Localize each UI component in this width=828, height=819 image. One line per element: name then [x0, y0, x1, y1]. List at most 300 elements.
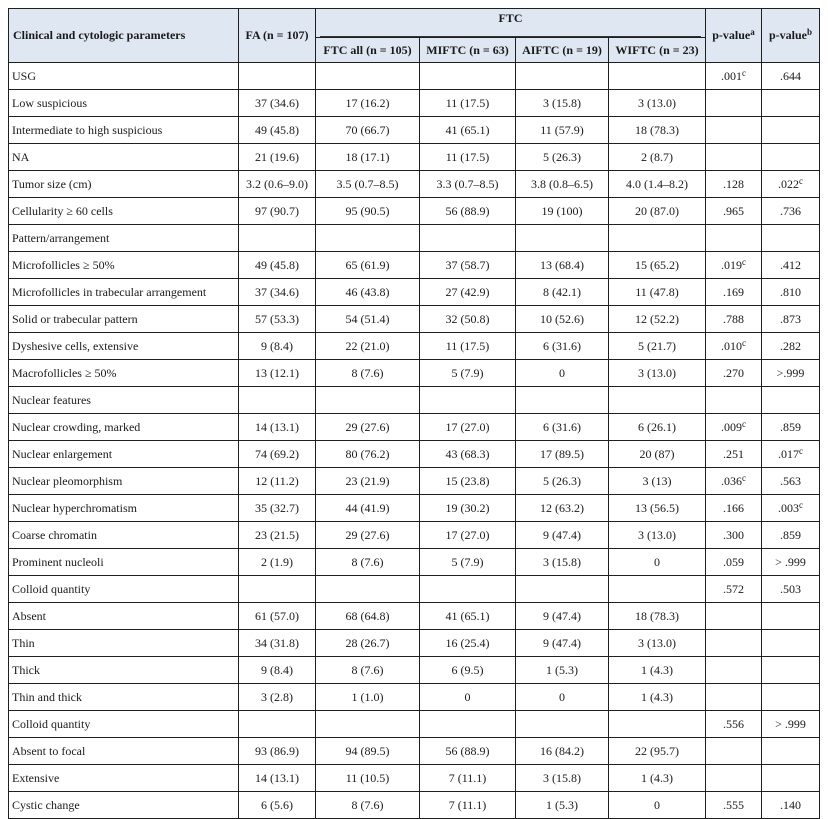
cell-ftc-all: 65 (61.9): [316, 252, 420, 279]
cell-p-value-a: [706, 495, 762, 522]
cell-miftc: 11 (17.5): [420, 90, 516, 117]
cell-wiftc: [609, 387, 706, 414]
cell-miftc: 56 (88.9): [420, 738, 516, 765]
cell-parameter: Nuclear hyperchromatism: [9, 495, 239, 522]
header-p-value-b-text: p-value: [768, 28, 807, 42]
cell-ftc-all: 11 (10.5): [316, 765, 420, 792]
cell-wiftc: 18 (78.3): [609, 117, 706, 144]
cell-p-value-b: [762, 738, 820, 765]
p-value-text: .270: [723, 365, 744, 380]
cell-parameter: Low suspicious: [9, 90, 239, 117]
p-value-text: >.999: [776, 365, 805, 380]
cell-aiftc: 9 (47.4): [516, 630, 609, 657]
p-value-text: .001: [721, 68, 742, 83]
cell-parameter: Cellularity ≥ 60 cells: [9, 198, 239, 225]
cell-p-value-a: [706, 414, 762, 441]
p-value-text: .859: [780, 419, 801, 434]
footnote-c-marker: c: [742, 67, 746, 78]
cell-ftc-all: 17 (16.2): [316, 90, 420, 117]
cell-p-value-a: [706, 711, 762, 738]
cell-p-value-b: [762, 441, 820, 468]
cell-ftc-all: 54 (51.4): [316, 306, 420, 333]
header-parameters: Clinical and cytologic parameters: [9, 9, 239, 63]
p-value-text: .555: [723, 797, 744, 812]
p-value-text: .503: [780, 581, 801, 596]
p-value-text: .036: [721, 473, 742, 488]
p-value-text: .300: [723, 527, 744, 542]
table-row: [9, 738, 820, 765]
cell-fa: 3.2 (0.6–9.0): [239, 171, 316, 198]
cell-miftc: 7 (11.1): [420, 765, 516, 792]
cell-p-value-b: [762, 576, 820, 603]
cell-miftc: 17 (27.0): [420, 414, 516, 441]
cell-wiftc: 22 (95.7): [609, 738, 706, 765]
cell-fa: 9 (8.4): [239, 657, 316, 684]
header-fa: FA (n = 107): [239, 9, 316, 63]
p-value-text: .563: [780, 473, 801, 488]
p-value-text: .010: [721, 338, 742, 353]
cell-p-value-b: [762, 333, 820, 360]
p-value-text: .251: [723, 446, 744, 461]
cell-p-value-b: [762, 414, 820, 441]
cell-fa: 49 (45.8): [239, 252, 316, 279]
cell-aiftc: 3.8 (0.8–6.5): [516, 171, 609, 198]
cell-aiftc: [516, 63, 609, 90]
table-row: [9, 306, 820, 333]
cell-miftc: 11 (17.5): [420, 333, 516, 360]
cell-aiftc: 0: [516, 684, 609, 711]
header-aiftc: AIFTC (n = 19): [516, 38, 609, 63]
cell-p-value-b: [762, 63, 820, 90]
cell-wiftc: 18 (78.3): [609, 603, 706, 630]
cell-fa: [239, 63, 316, 90]
cell-ftc-all: 70 (66.7): [316, 117, 420, 144]
p-value-text: .022: [778, 176, 799, 191]
cell-aiftc: 5 (26.3): [516, 468, 609, 495]
p-value-text: .873: [780, 311, 801, 326]
cell-parameter: NA: [9, 144, 239, 171]
cell-aiftc: 13 (68.4): [516, 252, 609, 279]
cell-p-value-a: [706, 738, 762, 765]
cell-wiftc: [609, 576, 706, 603]
cell-p-value-b: [762, 306, 820, 333]
cell-fa: 12 (11.2): [239, 468, 316, 495]
cell-ftc-all: 3.5 (0.7–8.5): [316, 171, 420, 198]
cell-aiftc: 6 (31.6): [516, 414, 609, 441]
header-ftc-group: [316, 9, 706, 38]
cell-p-value-a: [706, 90, 762, 117]
cell-p-value-a: [706, 576, 762, 603]
cell-wiftc: [609, 711, 706, 738]
cell-p-value-b: [762, 225, 820, 252]
table-row: [9, 765, 820, 792]
cell-miftc: 11 (17.5): [420, 144, 516, 171]
cell-miftc: [420, 576, 516, 603]
cell-fa: [239, 225, 316, 252]
cell-miftc: 3.3 (0.7–8.5): [420, 171, 516, 198]
cell-fa: 21 (19.6): [239, 144, 316, 171]
cell-miftc: 37 (58.7): [420, 252, 516, 279]
cell-p-value-a: [706, 171, 762, 198]
cell-parameter: Pattern/arrangement: [9, 225, 239, 252]
cell-ftc-all: 8 (7.6): [316, 360, 420, 387]
cell-ftc-all: 44 (41.9): [316, 495, 420, 522]
cell-miftc: [420, 225, 516, 252]
p-value-text: .556: [723, 716, 744, 731]
table-row: [9, 603, 820, 630]
cell-p-value-b: [762, 765, 820, 792]
cell-wiftc: 1 (4.3): [609, 765, 706, 792]
cell-wiftc: 4.0 (1.4–8.2): [609, 171, 706, 198]
cell-miftc: 7 (11.1): [420, 792, 516, 819]
cell-parameter: Intermediate to high suspicious: [9, 117, 239, 144]
cell-ftc-all: 29 (27.6): [316, 414, 420, 441]
cell-aiftc: 11 (57.9): [516, 117, 609, 144]
cell-p-value-b: [762, 522, 820, 549]
cell-parameter: Thin and thick: [9, 684, 239, 711]
cell-wiftc: 6 (26.1): [609, 414, 706, 441]
header-ftc-all: FTC all (n = 105): [316, 38, 420, 63]
cell-fa: 57 (53.3): [239, 306, 316, 333]
cell-ftc-all: 28 (26.7): [316, 630, 420, 657]
cell-miftc: 15 (23.8): [420, 468, 516, 495]
cell-ftc-all: [316, 387, 420, 414]
cell-fa: 74 (69.2): [239, 441, 316, 468]
cell-p-value-a: [706, 63, 762, 90]
p-value-text: .003: [778, 500, 799, 515]
cell-parameter: USG: [9, 63, 239, 90]
cell-parameter: Prominent nucleoli: [9, 549, 239, 576]
footnote-c-marker: c: [799, 445, 803, 456]
cell-p-value-a: [706, 792, 762, 819]
cell-fa: 3 (2.8): [239, 684, 316, 711]
cell-ftc-all: 8 (7.6): [316, 792, 420, 819]
table-row: [9, 414, 820, 441]
cell-fa: [239, 576, 316, 603]
cell-aiftc: 3 (15.8): [516, 549, 609, 576]
cell-wiftc: 1 (4.3): [609, 657, 706, 684]
cell-wiftc: 3 (13.0): [609, 630, 706, 657]
cell-miftc: 16 (25.4): [420, 630, 516, 657]
p-value-text: > .999: [775, 716, 806, 731]
cell-aiftc: 0: [516, 360, 609, 387]
cell-p-value-b: [762, 495, 820, 522]
cell-ftc-all: 95 (90.5): [316, 198, 420, 225]
p-value-text: .140: [780, 797, 801, 812]
table-row: [9, 684, 820, 711]
header-row-top: [9, 9, 820, 38]
header-p-value-a: [706, 9, 762, 63]
p-value-text: .009: [721, 419, 742, 434]
cell-p-value-a: [706, 360, 762, 387]
cell-miftc: 17 (27.0): [420, 522, 516, 549]
footnote-c-marker: c: [799, 175, 803, 186]
header-wiftc: WIFTC (n = 23): [609, 38, 706, 63]
cell-ftc-all: 8 (7.6): [316, 657, 420, 684]
cell-p-value-a: [706, 468, 762, 495]
cell-miftc: 43 (68.3): [420, 441, 516, 468]
table-row: [9, 549, 820, 576]
cell-miftc: 27 (42.9): [420, 279, 516, 306]
cell-p-value-b: [762, 657, 820, 684]
cell-parameter: Solid or trabecular pattern: [9, 306, 239, 333]
cell-p-value-a: [706, 603, 762, 630]
cell-wiftc: 13 (56.5): [609, 495, 706, 522]
cell-p-value-a: [706, 387, 762, 414]
cell-fa: 14 (13.1): [239, 414, 316, 441]
cell-p-value-b: [762, 792, 820, 819]
p-value-text: > .999: [775, 554, 806, 569]
cell-aiftc: 8 (42.1): [516, 279, 609, 306]
table-row: [9, 495, 820, 522]
table-row: [9, 117, 820, 144]
cell-parameter: Nuclear crowding, marked: [9, 414, 239, 441]
cell-p-value-a: [706, 765, 762, 792]
footnote-c-marker: c: [742, 472, 746, 483]
cell-parameter: Nuclear enlargement: [9, 441, 239, 468]
cell-aiftc: [516, 387, 609, 414]
cell-fa: [239, 711, 316, 738]
cell-ftc-all: 46 (43.8): [316, 279, 420, 306]
cell-p-value-b: [762, 468, 820, 495]
cell-p-value-a: [706, 144, 762, 171]
table-row: [9, 576, 820, 603]
cell-p-value-b: [762, 144, 820, 171]
cell-p-value-b: [762, 684, 820, 711]
table-row: [9, 711, 820, 738]
cell-miftc: 5 (7.9): [420, 360, 516, 387]
cell-wiftc: 0: [609, 549, 706, 576]
table-row: [9, 198, 820, 225]
cell-fa: 97 (90.7): [239, 198, 316, 225]
cell-p-value-b: [762, 360, 820, 387]
cell-fa: 13 (12.1): [239, 360, 316, 387]
table-row: [9, 657, 820, 684]
cell-fa: 6 (5.6): [239, 792, 316, 819]
cell-parameter: Microfollicles ≥ 50%: [9, 252, 239, 279]
cell-wiftc: 3 (13.0): [609, 522, 706, 549]
cell-fa: 34 (31.8): [239, 630, 316, 657]
cell-wiftc: 12 (52.2): [609, 306, 706, 333]
cell-fa: 37 (34.6): [239, 279, 316, 306]
p-value-text: .572: [723, 581, 744, 596]
cell-p-value-a: [706, 117, 762, 144]
cell-parameter: Absent to focal: [9, 738, 239, 765]
cell-fa: 35 (32.7): [239, 495, 316, 522]
cell-miftc: [420, 387, 516, 414]
cell-wiftc: [609, 63, 706, 90]
cell-parameter: Cystic change: [9, 792, 239, 819]
footnote-c-marker: c: [742, 418, 746, 429]
cell-ftc-all: [316, 576, 420, 603]
cell-parameter: Microfollicles in trabecular arrangement: [9, 279, 239, 306]
p-value-text: .736: [780, 203, 801, 218]
p-value-text: .282: [780, 338, 801, 353]
p-value-text: .059: [723, 554, 744, 569]
cell-miftc: 41 (65.1): [420, 117, 516, 144]
cell-aiftc: 16 (84.2): [516, 738, 609, 765]
cell-p-value-b: [762, 603, 820, 630]
table-row: [9, 468, 820, 495]
cell-p-value-a: [706, 333, 762, 360]
cell-p-value-a: [706, 441, 762, 468]
cell-wiftc: 3 (13.0): [609, 90, 706, 117]
table-row: [9, 225, 820, 252]
cell-ftc-all: [316, 225, 420, 252]
cell-fa: 37 (34.6): [239, 90, 316, 117]
cell-miftc: 0: [420, 684, 516, 711]
cell-p-value-a: [706, 630, 762, 657]
cell-miftc: 41 (65.1): [420, 603, 516, 630]
table-row: [9, 441, 820, 468]
cell-fa: 23 (21.5): [239, 522, 316, 549]
table-row: [9, 279, 820, 306]
footnote-b-marker: b: [807, 27, 813, 37]
p-value-text: .965: [723, 203, 744, 218]
cell-p-value-b: [762, 117, 820, 144]
cell-aiftc: 3 (15.8): [516, 90, 609, 117]
p-value-text: .169: [723, 284, 744, 299]
cell-aiftc: [516, 576, 609, 603]
cell-aiftc: 9 (47.4): [516, 603, 609, 630]
cell-ftc-all: 94 (89.5): [316, 738, 420, 765]
cell-p-value-a: [706, 225, 762, 252]
cell-wiftc: 2 (8.7): [609, 144, 706, 171]
cell-fa: 49 (45.8): [239, 117, 316, 144]
cell-aiftc: 19 (100): [516, 198, 609, 225]
footnote-c-marker: c: [742, 256, 746, 267]
cell-aiftc: 12 (63.2): [516, 495, 609, 522]
cell-p-value-b: [762, 279, 820, 306]
cell-aiftc: [516, 711, 609, 738]
cell-parameter: Thick: [9, 657, 239, 684]
cell-parameter: Nuclear pleomorphism: [9, 468, 239, 495]
cell-miftc: 5 (7.9): [420, 549, 516, 576]
cell-p-value-a: [706, 657, 762, 684]
cell-ftc-all: 8 (7.6): [316, 549, 420, 576]
data-table: [8, 8, 820, 819]
cell-ftc-all: 22 (21.0): [316, 333, 420, 360]
cell-parameter: Absent: [9, 603, 239, 630]
table-row: [9, 522, 820, 549]
cell-wiftc: [609, 225, 706, 252]
cell-wiftc: 20 (87.0): [609, 198, 706, 225]
cell-p-value-b: [762, 198, 820, 225]
cell-fa: 61 (57.0): [239, 603, 316, 630]
header-ftc-label: FTC: [498, 11, 523, 25]
cell-parameter: Coarse chromatin: [9, 522, 239, 549]
cell-p-value-a: [706, 522, 762, 549]
cell-miftc: 19 (30.2): [420, 495, 516, 522]
cell-miftc: 6 (9.5): [420, 657, 516, 684]
table-row: [9, 252, 820, 279]
p-value-text: .859: [780, 527, 801, 542]
p-value-text: .166: [723, 500, 744, 515]
cell-wiftc: 15 (65.2): [609, 252, 706, 279]
cell-wiftc: 11 (47.8): [609, 279, 706, 306]
p-value-text: .412: [780, 257, 801, 272]
cell-p-value-b: [762, 630, 820, 657]
cell-fa: 2 (1.9): [239, 549, 316, 576]
cell-p-value-a: [706, 306, 762, 333]
footnote-c-marker: c: [799, 499, 803, 510]
cell-aiftc: 1 (5.3): [516, 792, 609, 819]
cell-aiftc: [516, 225, 609, 252]
p-value-text: .017: [778, 446, 799, 461]
cell-ftc-all: 18 (17.1): [316, 144, 420, 171]
cell-ftc-all: 23 (21.9): [316, 468, 420, 495]
cell-aiftc: 6 (31.6): [516, 333, 609, 360]
cell-p-value-b: [762, 252, 820, 279]
cell-parameter: Colloid quantity: [9, 576, 239, 603]
header-miftc: MIFTC (n = 63): [420, 38, 516, 63]
cell-fa: [239, 387, 316, 414]
table-row: [9, 387, 820, 414]
cell-wiftc: 3 (13.0): [609, 360, 706, 387]
p-value-text: .644: [780, 68, 801, 83]
cell-ftc-all: [316, 63, 420, 90]
cell-wiftc: 5 (21.7): [609, 333, 706, 360]
cell-p-value-b: [762, 90, 820, 117]
table-body: [9, 63, 820, 819]
table-row: [9, 90, 820, 117]
cell-aiftc: 3 (15.8): [516, 765, 609, 792]
cell-p-value-b: [762, 549, 820, 576]
footnote-c-marker: c: [742, 337, 746, 348]
cell-fa: 14 (13.1): [239, 765, 316, 792]
cell-fa: 9 (8.4): [239, 333, 316, 360]
cell-ftc-all: [316, 711, 420, 738]
cell-aiftc: 1 (5.3): [516, 657, 609, 684]
cell-wiftc: 20 (87): [609, 441, 706, 468]
cell-parameter: Macrofollicles ≥ 50%: [9, 360, 239, 387]
table-row: [9, 792, 820, 819]
cell-aiftc: 9 (47.4): [516, 522, 609, 549]
p-value-text: .788: [723, 311, 744, 326]
table-row: [9, 360, 820, 387]
table-row: [9, 333, 820, 360]
header-p-value-a-text: p-value: [712, 28, 751, 42]
table-row: [9, 63, 820, 90]
cell-miftc: [420, 63, 516, 90]
cell-ftc-all: 29 (27.6): [316, 522, 420, 549]
cell-p-value-a: [706, 252, 762, 279]
cell-fa: 93 (86.9): [239, 738, 316, 765]
table-header: [9, 9, 820, 63]
p-value-text: .128: [723, 176, 744, 191]
cell-ftc-all: 1 (1.0): [316, 684, 420, 711]
cell-parameter: Tumor size (cm): [9, 171, 239, 198]
cell-parameter: Dyshesive cells, extensive: [9, 333, 239, 360]
cell-parameter: Nuclear features: [9, 387, 239, 414]
cell-miftc: 56 (88.9): [420, 198, 516, 225]
ftc-group-rule: [320, 36, 701, 37]
header-p-value-b: [762, 9, 820, 63]
p-value-text: .019: [721, 257, 742, 272]
cell-p-value-b: [762, 171, 820, 198]
cell-p-value-a: [706, 684, 762, 711]
cell-p-value-b: [762, 387, 820, 414]
table-row: [9, 630, 820, 657]
cell-aiftc: 17 (89.5): [516, 441, 609, 468]
cell-p-value-a: [706, 198, 762, 225]
cell-aiftc: 10 (52.6): [516, 306, 609, 333]
cell-ftc-all: 80 (76.2): [316, 441, 420, 468]
table-row: [9, 144, 820, 171]
cell-parameter: Thin: [9, 630, 239, 657]
cell-miftc: 32 (50.8): [420, 306, 516, 333]
cell-parameter: Extensive: [9, 765, 239, 792]
